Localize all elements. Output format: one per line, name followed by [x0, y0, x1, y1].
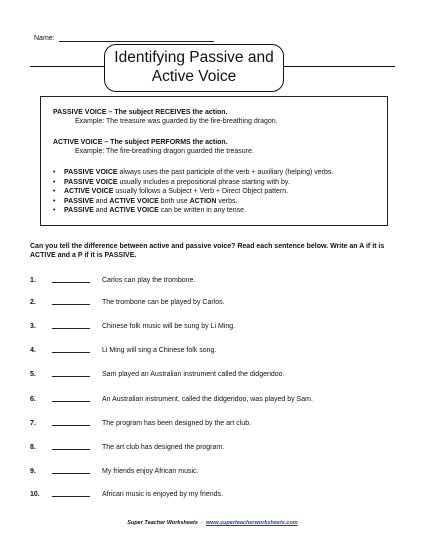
- question-number: 1.: [30, 277, 36, 284]
- footer-brand: Super Teacher Worksheets: [127, 520, 198, 526]
- question-number: 10.: [30, 491, 40, 498]
- answer-blank[interactable]: [52, 328, 90, 329]
- passive-definition: [53, 108, 278, 126]
- question-text: Sam played an Australian instrument called the didgeridoo.: [102, 371, 285, 378]
- answer-blank[interactable]: [52, 282, 90, 283]
- active-heading: ACTIVE VOICE – The subject PERFORMS the action.: [53, 139, 228, 146]
- rule-item: • PASSIVE and ACTIVE VOICE can be written in any tense.: [53, 206, 333, 216]
- answer-blank[interactable]: [52, 352, 90, 353]
- question-text: Li Ming will sing a Chinese folk song.: [102, 347, 217, 354]
- question-number: 7.: [30, 420, 36, 427]
- rule-item: • PASSIVE VOICE always uses the past participle of the verb + auxiliary (helping) verbs.: [53, 168, 333, 178]
- question-text: Chinese folk music will be sung by Li Ming.: [102, 323, 236, 330]
- answer-blank[interactable]: [52, 304, 90, 305]
- instructions: Can you tell the difference between active and passive voice? Read each sentence below. Write an A if it is ACTIVE and a P if it is PASSIVE.: [30, 243, 385, 259]
- question-number: 8.: [30, 444, 36, 451]
- name-blank-line[interactable]: [59, 34, 214, 42]
- rules-list: [53, 168, 333, 216]
- answer-blank[interactable]: [52, 376, 90, 377]
- question-text: The art club has designed the program.: [102, 444, 225, 451]
- rule-item: • PASSIVE VOICE usually includes a prepositional phrase starting with by.: [53, 178, 333, 188]
- answer-blank[interactable]: [52, 496, 90, 497]
- answer-blank[interactable]: [52, 449, 90, 450]
- active-definition: [53, 138, 254, 156]
- question-text: Carlos can play the trombone.: [102, 277, 196, 284]
- footer-separator: -: [197, 520, 206, 526]
- footer-link[interactable]: www.superteacherworksheets.com: [205, 520, 298, 526]
- question-number: 2.: [30, 299, 36, 306]
- question-text: My friends enjoy African music.: [102, 468, 199, 475]
- question-text: The trombone can be played by Carlos.: [102, 299, 225, 306]
- passive-heading: PASSIVE VOICE – The subject RECEIVES the action.: [53, 109, 228, 116]
- title-line-1: Identifying Passive and: [114, 49, 274, 66]
- question-number: 9.: [30, 468, 36, 475]
- title-line-2: Active Voice: [151, 68, 237, 85]
- answer-blank[interactable]: [52, 473, 90, 474]
- question-number: 5.: [30, 371, 36, 378]
- rule-item: • PASSIVE and ACTIVE VOICE both use ACTION verbs.: [53, 197, 333, 207]
- question-number: 6.: [30, 396, 36, 403]
- name-row: [34, 34, 214, 42]
- answer-blank[interactable]: [52, 425, 90, 426]
- question-number: 4.: [30, 347, 36, 354]
- question-text: An Australian instrument, called the didgeridoo, was played by Sam.: [102, 396, 313, 403]
- rule-item: • ACTIVE VOICE usually follows a Subject + Verb + Direct Object pattern.: [53, 187, 333, 197]
- question-text: The program has been designed by the art club.: [102, 420, 252, 427]
- definitions-box: [40, 96, 388, 226]
- footer: [0, 520, 425, 526]
- title-box: [104, 44, 284, 92]
- passive-example: Example: The treasure was guarded by the fire-breathing dragon.: [75, 118, 278, 125]
- answer-blank[interactable]: [52, 401, 90, 402]
- question-number: 3.: [30, 323, 36, 330]
- question-text: African music is enjoyed by my friends.: [102, 491, 223, 498]
- name-label: Name:: [34, 35, 55, 42]
- active-example: Example: The fire-breathing dragon guarded the treasure.: [75, 148, 254, 155]
